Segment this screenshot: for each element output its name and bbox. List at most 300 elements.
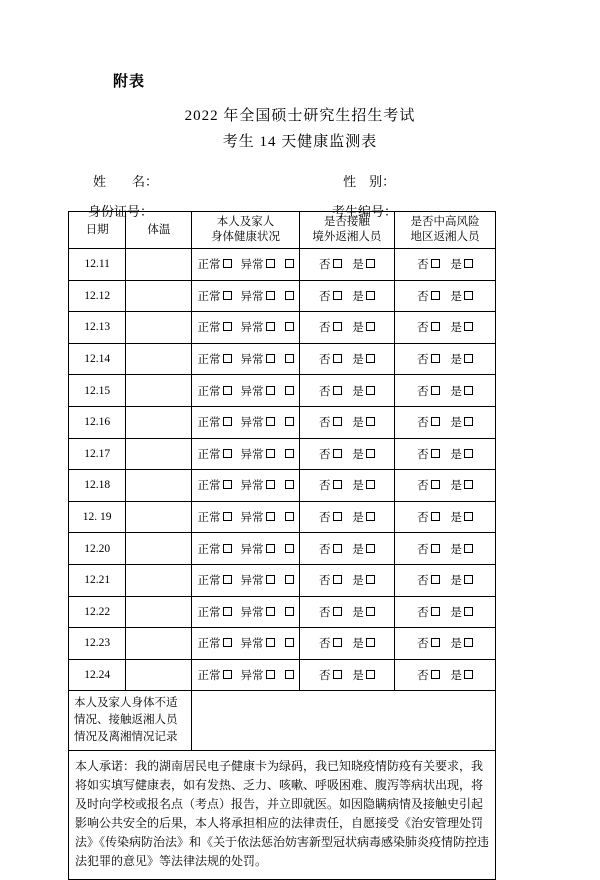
health-status-option[interactable]	[198, 383, 237, 399]
checkbox[interactable]	[333, 322, 342, 331]
field-gender-label: 性 别：	[343, 174, 396, 189]
checkbox[interactable]	[366, 291, 375, 300]
checkbox[interactable]	[266, 322, 275, 331]
cell-risk-area-option[interactable]	[450, 667, 473, 683]
cell-risk-area-option[interactable]	[450, 414, 473, 430]
cell-risk-area-option-label: 是	[450, 259, 462, 272]
cell-date: 12.12	[69, 280, 126, 312]
checkbox[interactable]	[431, 417, 440, 426]
checkbox[interactable]	[366, 670, 375, 679]
cell-risk-area-option[interactable]	[450, 351, 473, 367]
cell-abroad-contact-option[interactable]	[319, 477, 347, 493]
checkbox[interactable]	[464, 322, 473, 331]
cell-risk-area-option-label: 否	[417, 606, 429, 619]
cell-abroad-contact-option-label: 否	[319, 417, 331, 430]
checkbox[interactable]	[431, 354, 440, 363]
cell-risk-area-option-label: 是	[450, 670, 462, 683]
cell-risk-area	[395, 501, 496, 533]
cell-risk-area-option[interactable]	[417, 414, 445, 430]
cell-risk-area-option[interactable]	[450, 572, 473, 588]
health-status-option[interactable]	[198, 604, 237, 620]
header-health-status-line-2: 身体健康状况	[211, 231, 281, 243]
checkbox[interactable]	[431, 449, 440, 458]
health-status-option-label: 异常	[240, 290, 264, 303]
checkbox[interactable]	[431, 291, 440, 300]
cell-health-status	[192, 470, 299, 502]
checkbox[interactable]	[431, 386, 440, 395]
cell-temperature[interactable]	[126, 501, 192, 533]
checkbox[interactable]	[333, 417, 342, 426]
checkbox[interactable]	[223, 512, 232, 521]
title-line-1: 2022 年全国硕士研究生招生考试	[184, 108, 416, 124]
title-line-2: 考生 14 天健康监测表	[222, 134, 378, 150]
health-status-option[interactable]	[198, 351, 237, 367]
cell-abroad-contact-option-label: 否	[319, 638, 331, 651]
health-status-option[interactable]	[241, 288, 275, 304]
checkbox[interactable]	[285, 449, 294, 458]
cell-risk-area-option-label: 否	[417, 512, 429, 525]
cell-risk-area	[395, 438, 496, 470]
health-status-option-label: 正常	[197, 385, 221, 398]
cell-abroad-contact-option-label: 否	[319, 670, 331, 683]
checkbox[interactable]	[366, 259, 375, 268]
checkbox[interactable]	[285, 670, 294, 679]
cell-abroad-contact	[299, 249, 394, 281]
health-status-option-label: 异常	[240, 606, 264, 619]
checkbox[interactable]	[333, 480, 342, 489]
checkbox[interactable]	[266, 512, 275, 521]
checkbox[interactable]	[366, 544, 375, 553]
cell-abroad-contact-option-label: 否	[319, 385, 331, 398]
cell-temperature[interactable]	[126, 343, 192, 375]
health-status-option[interactable]	[198, 477, 237, 493]
cell-risk-area-option-label: 是	[450, 606, 462, 619]
checkbox[interactable]	[464, 291, 473, 300]
cell-risk-area	[395, 406, 496, 438]
checkbox[interactable]	[223, 480, 232, 489]
checkbox[interactable]	[366, 322, 375, 331]
cell-abroad-contact-option[interactable]	[319, 383, 347, 399]
table-row	[69, 628, 496, 660]
cell-temperature[interactable]	[126, 470, 192, 502]
checkbox[interactable]	[285, 512, 294, 521]
health-status-option[interactable]	[241, 319, 275, 335]
cell-abroad-contact-option[interactable]	[319, 288, 347, 304]
cell-health-status	[192, 312, 299, 344]
cell-risk-area	[395, 280, 496, 312]
cell-risk-area-option[interactable]	[417, 635, 445, 651]
checkbox[interactable]	[266, 354, 275, 363]
checkbox[interactable]	[333, 354, 342, 363]
health-status-option-label: 正常	[197, 480, 221, 493]
cell-abroad-contact-option[interactable]	[352, 604, 375, 620]
checkbox[interactable]	[266, 480, 275, 489]
health-status-option[interactable]	[198, 446, 237, 462]
health-status-option-label: 异常	[240, 354, 264, 367]
cell-date: 12.20	[69, 533, 126, 565]
checkbox[interactable]	[285, 575, 294, 584]
cell-risk-area-option[interactable]	[417, 667, 445, 683]
checkbox[interactable]	[464, 417, 473, 426]
checkbox[interactable]	[223, 607, 232, 616]
notes-label-line-2: 情况、接触返湘人员	[74, 714, 178, 727]
health-status-option[interactable]	[198, 667, 237, 683]
cell-risk-area-option-label: 否	[417, 638, 429, 651]
cell-temperature[interactable]	[126, 375, 192, 407]
cell-abroad-contact-option[interactable]	[319, 667, 347, 683]
cell-abroad-contact	[299, 343, 394, 375]
cell-abroad-contact-option-label: 是	[352, 638, 364, 651]
checkbox[interactable]	[464, 480, 473, 489]
cell-risk-area-option-label: 是	[450, 480, 462, 493]
cell-temperature[interactable]	[126, 533, 192, 565]
cell-abroad-contact-option[interactable]	[352, 288, 375, 304]
checkbox[interactable]	[464, 670, 473, 679]
checkbox[interactable]	[285, 322, 294, 331]
checkbox[interactable]	[266, 638, 275, 647]
cell-risk-area-option-label: 否	[417, 448, 429, 461]
cell-date: 12.24	[69, 659, 126, 691]
cell-risk-area	[395, 312, 496, 344]
checkbox[interactable]	[464, 638, 473, 647]
cell-risk-area-option[interactable]	[450, 635, 473, 651]
cell-abroad-contact-option[interactable]	[352, 509, 375, 525]
table-footer-body	[69, 691, 496, 880]
health-status-option[interactable]	[198, 288, 237, 304]
checkbox[interactable]	[223, 575, 232, 584]
checkbox[interactable]	[431, 512, 440, 521]
checkbox[interactable]	[223, 291, 232, 300]
checkbox[interactable]	[333, 607, 342, 616]
cell-abroad-contact-option-label: 否	[319, 606, 331, 619]
checkbox[interactable]	[431, 544, 440, 553]
notes-row	[69, 691, 496, 751]
cell-risk-area-option[interactable]	[417, 288, 445, 304]
health-status-option[interactable]	[198, 541, 237, 557]
cell-health-status	[192, 533, 299, 565]
checkbox[interactable]	[431, 670, 440, 679]
cell-risk-area-option-label: 是	[450, 322, 462, 335]
checkbox[interactable]	[266, 607, 275, 616]
checkbox[interactable]	[366, 417, 375, 426]
checkbox[interactable]	[266, 670, 275, 679]
health-status-option[interactable]	[241, 667, 275, 683]
health-status-option-label: 正常	[197, 638, 221, 651]
health-status-option[interactable]	[241, 477, 275, 493]
checkbox[interactable]	[266, 291, 275, 300]
table-body	[69, 249, 496, 691]
health-status-option[interactable]	[241, 635, 275, 651]
checkbox[interactable]	[464, 354, 473, 363]
cell-abroad-contact	[299, 312, 394, 344]
cell-risk-area-option[interactable]	[450, 256, 473, 272]
cell-abroad-contact-option[interactable]	[352, 256, 375, 272]
table-row	[69, 438, 496, 470]
cell-risk-area-option[interactable]	[417, 572, 445, 588]
checkbox[interactable]	[333, 544, 342, 553]
checkbox[interactable]	[266, 449, 275, 458]
cell-abroad-contact-option-label: 否	[319, 575, 331, 588]
cell-risk-area-option[interactable]	[417, 541, 445, 557]
cell-temperature[interactable]	[126, 596, 192, 628]
cell-risk-area-option[interactable]	[417, 351, 445, 367]
checkbox[interactable]	[223, 322, 232, 331]
cell-risk-area-option[interactable]	[417, 604, 445, 620]
attachment-label: 附表	[113, 74, 146, 90]
cell-risk-area-option[interactable]	[417, 383, 445, 399]
cell-risk-area-option[interactable]	[450, 509, 473, 525]
health-status-option-label: 异常	[240, 543, 264, 556]
checkbox[interactable]	[333, 259, 342, 268]
cell-risk-area-option[interactable]	[450, 446, 473, 462]
health-status-option[interactable]	[241, 541, 275, 557]
cell-abroad-contact-option-label: 是	[352, 606, 364, 619]
health-status-option-label: 正常	[197, 512, 221, 525]
checkbox[interactable]	[431, 638, 440, 647]
checkbox[interactable]	[266, 259, 275, 268]
checkbox[interactable]	[333, 638, 342, 647]
health-status-option-label: 异常	[240, 417, 264, 430]
header-health-status	[192, 212, 299, 249]
checkbox[interactable]	[464, 607, 473, 616]
checkbox[interactable]	[285, 480, 294, 489]
document-title	[0, 103, 600, 155]
cell-temperature[interactable]	[126, 628, 192, 660]
field-name	[88, 171, 233, 190]
notes-label-line-3: 情况及离湘情况记录	[74, 731, 178, 744]
checkbox[interactable]	[366, 354, 375, 363]
checkbox[interactable]	[285, 638, 294, 647]
field-row-identity-1	[88, 160, 508, 190]
cell-risk-area-option[interactable]	[450, 541, 473, 557]
cell-abroad-contact-option[interactable]	[319, 351, 347, 367]
checkbox[interactable]	[223, 386, 232, 395]
health-status-option[interactable]	[198, 509, 237, 525]
checkbox[interactable]	[464, 259, 473, 268]
checkbox[interactable]	[223, 259, 232, 268]
health-status-option[interactable]	[198, 319, 237, 335]
header-health-status-line-1: 本人及家人	[216, 216, 275, 228]
checkbox[interactable]	[366, 607, 375, 616]
health-status-option[interactable]	[198, 256, 237, 272]
cell-abroad-contact	[299, 628, 394, 660]
checkbox[interactable]	[464, 575, 473, 584]
checkbox[interactable]	[223, 670, 232, 679]
checkbox[interactable]	[366, 512, 375, 521]
cell-risk-area-option[interactable]	[450, 383, 473, 399]
cell-abroad-contact-option-label: 是	[352, 354, 364, 367]
checkbox[interactable]	[223, 417, 232, 426]
checkbox[interactable]	[285, 354, 294, 363]
checkbox[interactable]	[223, 354, 232, 363]
cell-temperature[interactable]	[126, 659, 192, 691]
cell-temperature[interactable]	[126, 312, 192, 344]
cell-temperature[interactable]	[126, 406, 192, 438]
cell-abroad-contact-option-label: 否	[319, 354, 331, 367]
cell-abroad-contact-option[interactable]	[352, 383, 375, 399]
health-status-option-label: 正常	[197, 670, 221, 683]
cell-abroad-contact-option[interactable]	[352, 319, 375, 335]
table-row	[69, 501, 496, 533]
checkbox[interactable]	[333, 512, 342, 521]
cell-risk-area	[395, 564, 496, 596]
cell-abroad-contact-option-label: 是	[352, 480, 364, 493]
cell-risk-area-option[interactable]	[417, 319, 445, 335]
health-status-option-label: 正常	[197, 354, 221, 367]
checkbox[interactable]	[266, 386, 275, 395]
header-temperature-line-1: 体温	[147, 223, 171, 236]
checkbox[interactable]	[431, 259, 440, 268]
cell-abroad-contact-option[interactable]	[352, 541, 375, 557]
cell-risk-area-option-label: 否	[417, 543, 429, 556]
cell-abroad-contact-option[interactable]	[319, 541, 347, 557]
checkbox[interactable]	[431, 607, 440, 616]
cell-risk-area-option[interactable]	[450, 319, 473, 335]
table-row	[69, 406, 496, 438]
cell-date: 12. 19	[69, 501, 126, 533]
cell-temperature[interactable]	[126, 564, 192, 596]
cell-date: 12.22	[69, 596, 126, 628]
cell-abroad-contact-option-label: 是	[352, 290, 364, 303]
cell-health-status	[192, 659, 299, 691]
cell-risk-area-option[interactable]	[450, 288, 473, 304]
cell-abroad-contact	[299, 470, 394, 502]
header-risk-area-line-2: 地区返湘人员	[410, 231, 480, 243]
cell-risk-area	[395, 628, 496, 660]
cell-abroad-contact	[299, 564, 394, 596]
table-row	[69, 280, 496, 312]
cell-abroad-contact-option[interactable]	[352, 446, 375, 462]
checkbox[interactable]	[366, 638, 375, 647]
cell-temperature[interactable]	[126, 249, 192, 281]
health-status-option[interactable]	[241, 509, 275, 525]
checkbox[interactable]	[285, 417, 294, 426]
checkbox[interactable]	[266, 575, 275, 584]
cell-health-status	[192, 628, 299, 660]
checkbox[interactable]	[285, 291, 294, 300]
cell-risk-area-option-label: 否	[417, 290, 429, 303]
cell-abroad-contact-option-label: 是	[352, 575, 364, 588]
checkbox[interactable]	[223, 638, 232, 647]
cell-abroad-contact-option-label: 是	[352, 543, 364, 556]
checkbox[interactable]	[464, 449, 473, 458]
cell-health-status	[192, 501, 299, 533]
health-status-option[interactable]	[241, 414, 275, 430]
health-status-option-label: 正常	[197, 606, 221, 619]
checkbox[interactable]	[366, 480, 375, 489]
cell-abroad-contact-option[interactable]	[352, 414, 375, 430]
checkbox[interactable]	[431, 480, 440, 489]
cell-risk-area-option[interactable]	[450, 604, 473, 620]
checkbox[interactable]	[285, 544, 294, 553]
cell-risk-area-option-label: 是	[450, 638, 462, 651]
checkbox[interactable]	[464, 544, 473, 553]
cell-abroad-contact-option[interactable]	[319, 319, 347, 335]
checkbox[interactable]	[223, 544, 232, 553]
cell-abroad-contact-option-label: 是	[352, 385, 364, 398]
cell-abroad-contact-option[interactable]	[352, 667, 375, 683]
checkbox[interactable]	[431, 575, 440, 584]
header-temperature	[126, 212, 192, 249]
health-status-option[interactable]	[241, 351, 275, 367]
cell-risk-area-option-label: 否	[417, 480, 429, 493]
cell-abroad-contact	[299, 501, 394, 533]
cell-abroad-contact-option[interactable]	[319, 635, 347, 651]
checkbox[interactable]	[223, 449, 232, 458]
field-gender	[233, 171, 508, 190]
checkbox[interactable]	[285, 259, 294, 268]
cell-abroad-contact-option[interactable]	[352, 635, 375, 651]
cell-risk-area-option[interactable]	[417, 509, 445, 525]
cell-temperature[interactable]	[126, 280, 192, 312]
cell-abroad-contact-option[interactable]	[352, 351, 375, 367]
health-status-option[interactable]	[241, 256, 275, 272]
health-status-option[interactable]	[241, 572, 275, 588]
checkbox[interactable]	[333, 670, 342, 679]
checkbox[interactable]	[333, 291, 342, 300]
cell-abroad-contact-option-label: 否	[319, 259, 331, 272]
cell-risk-area-option[interactable]	[417, 446, 445, 462]
health-status-option[interactable]	[241, 604, 275, 620]
cell-risk-area	[395, 596, 496, 628]
cell-abroad-contact-option[interactable]	[319, 414, 347, 430]
checkbox[interactable]	[333, 449, 342, 458]
checkbox[interactable]	[285, 386, 294, 395]
cell-abroad-contact-option[interactable]	[319, 509, 347, 525]
health-status-option[interactable]	[198, 414, 237, 430]
checkbox[interactable]	[266, 417, 275, 426]
health-status-option-label: 异常	[240, 638, 264, 651]
health-status-option[interactable]	[241, 446, 275, 462]
cell-risk-area-option[interactable]	[417, 256, 445, 272]
table-row	[69, 659, 496, 691]
checkbox[interactable]	[366, 449, 375, 458]
checkbox[interactable]	[285, 607, 294, 616]
cell-abroad-contact-option[interactable]	[319, 604, 347, 620]
checkbox[interactable]	[366, 575, 375, 584]
cell-risk-area-option[interactable]	[417, 477, 445, 493]
health-status-option-label: 正常	[197, 448, 221, 461]
cell-abroad-contact	[299, 596, 394, 628]
health-status-option-label: 异常	[240, 385, 264, 398]
checkbox[interactable]	[333, 575, 342, 584]
cell-risk-area-option-label: 否	[417, 417, 429, 430]
health-status-option[interactable]	[198, 635, 237, 651]
cell-abroad-contact-option[interactable]	[352, 477, 375, 493]
cell-abroad-contact-option-label: 是	[352, 322, 364, 335]
notes-label	[69, 691, 192, 751]
cell-temperature[interactable]	[126, 438, 192, 470]
checkbox[interactable]	[266, 544, 275, 553]
notes-value[interactable]	[192, 691, 496, 751]
cell-health-status	[192, 406, 299, 438]
cell-abroad-contact	[299, 375, 394, 407]
checkbox[interactable]	[464, 512, 473, 521]
cell-abroad-contact-option[interactable]	[352, 572, 375, 588]
health-status-option[interactable]	[198, 572, 237, 588]
checkbox[interactable]	[431, 322, 440, 331]
checkbox[interactable]	[366, 386, 375, 395]
cell-risk-area-option-label: 否	[417, 670, 429, 683]
cell-abroad-contact-option[interactable]	[319, 572, 347, 588]
cell-risk-area-option[interactable]	[450, 477, 473, 493]
checkbox[interactable]	[464, 386, 473, 395]
cell-abroad-contact-option[interactable]	[319, 446, 347, 462]
health-status-option[interactable]	[241, 383, 275, 399]
cell-abroad-contact	[299, 438, 394, 470]
cell-abroad-contact-option[interactable]	[319, 256, 347, 272]
checkbox[interactable]	[333, 386, 342, 395]
